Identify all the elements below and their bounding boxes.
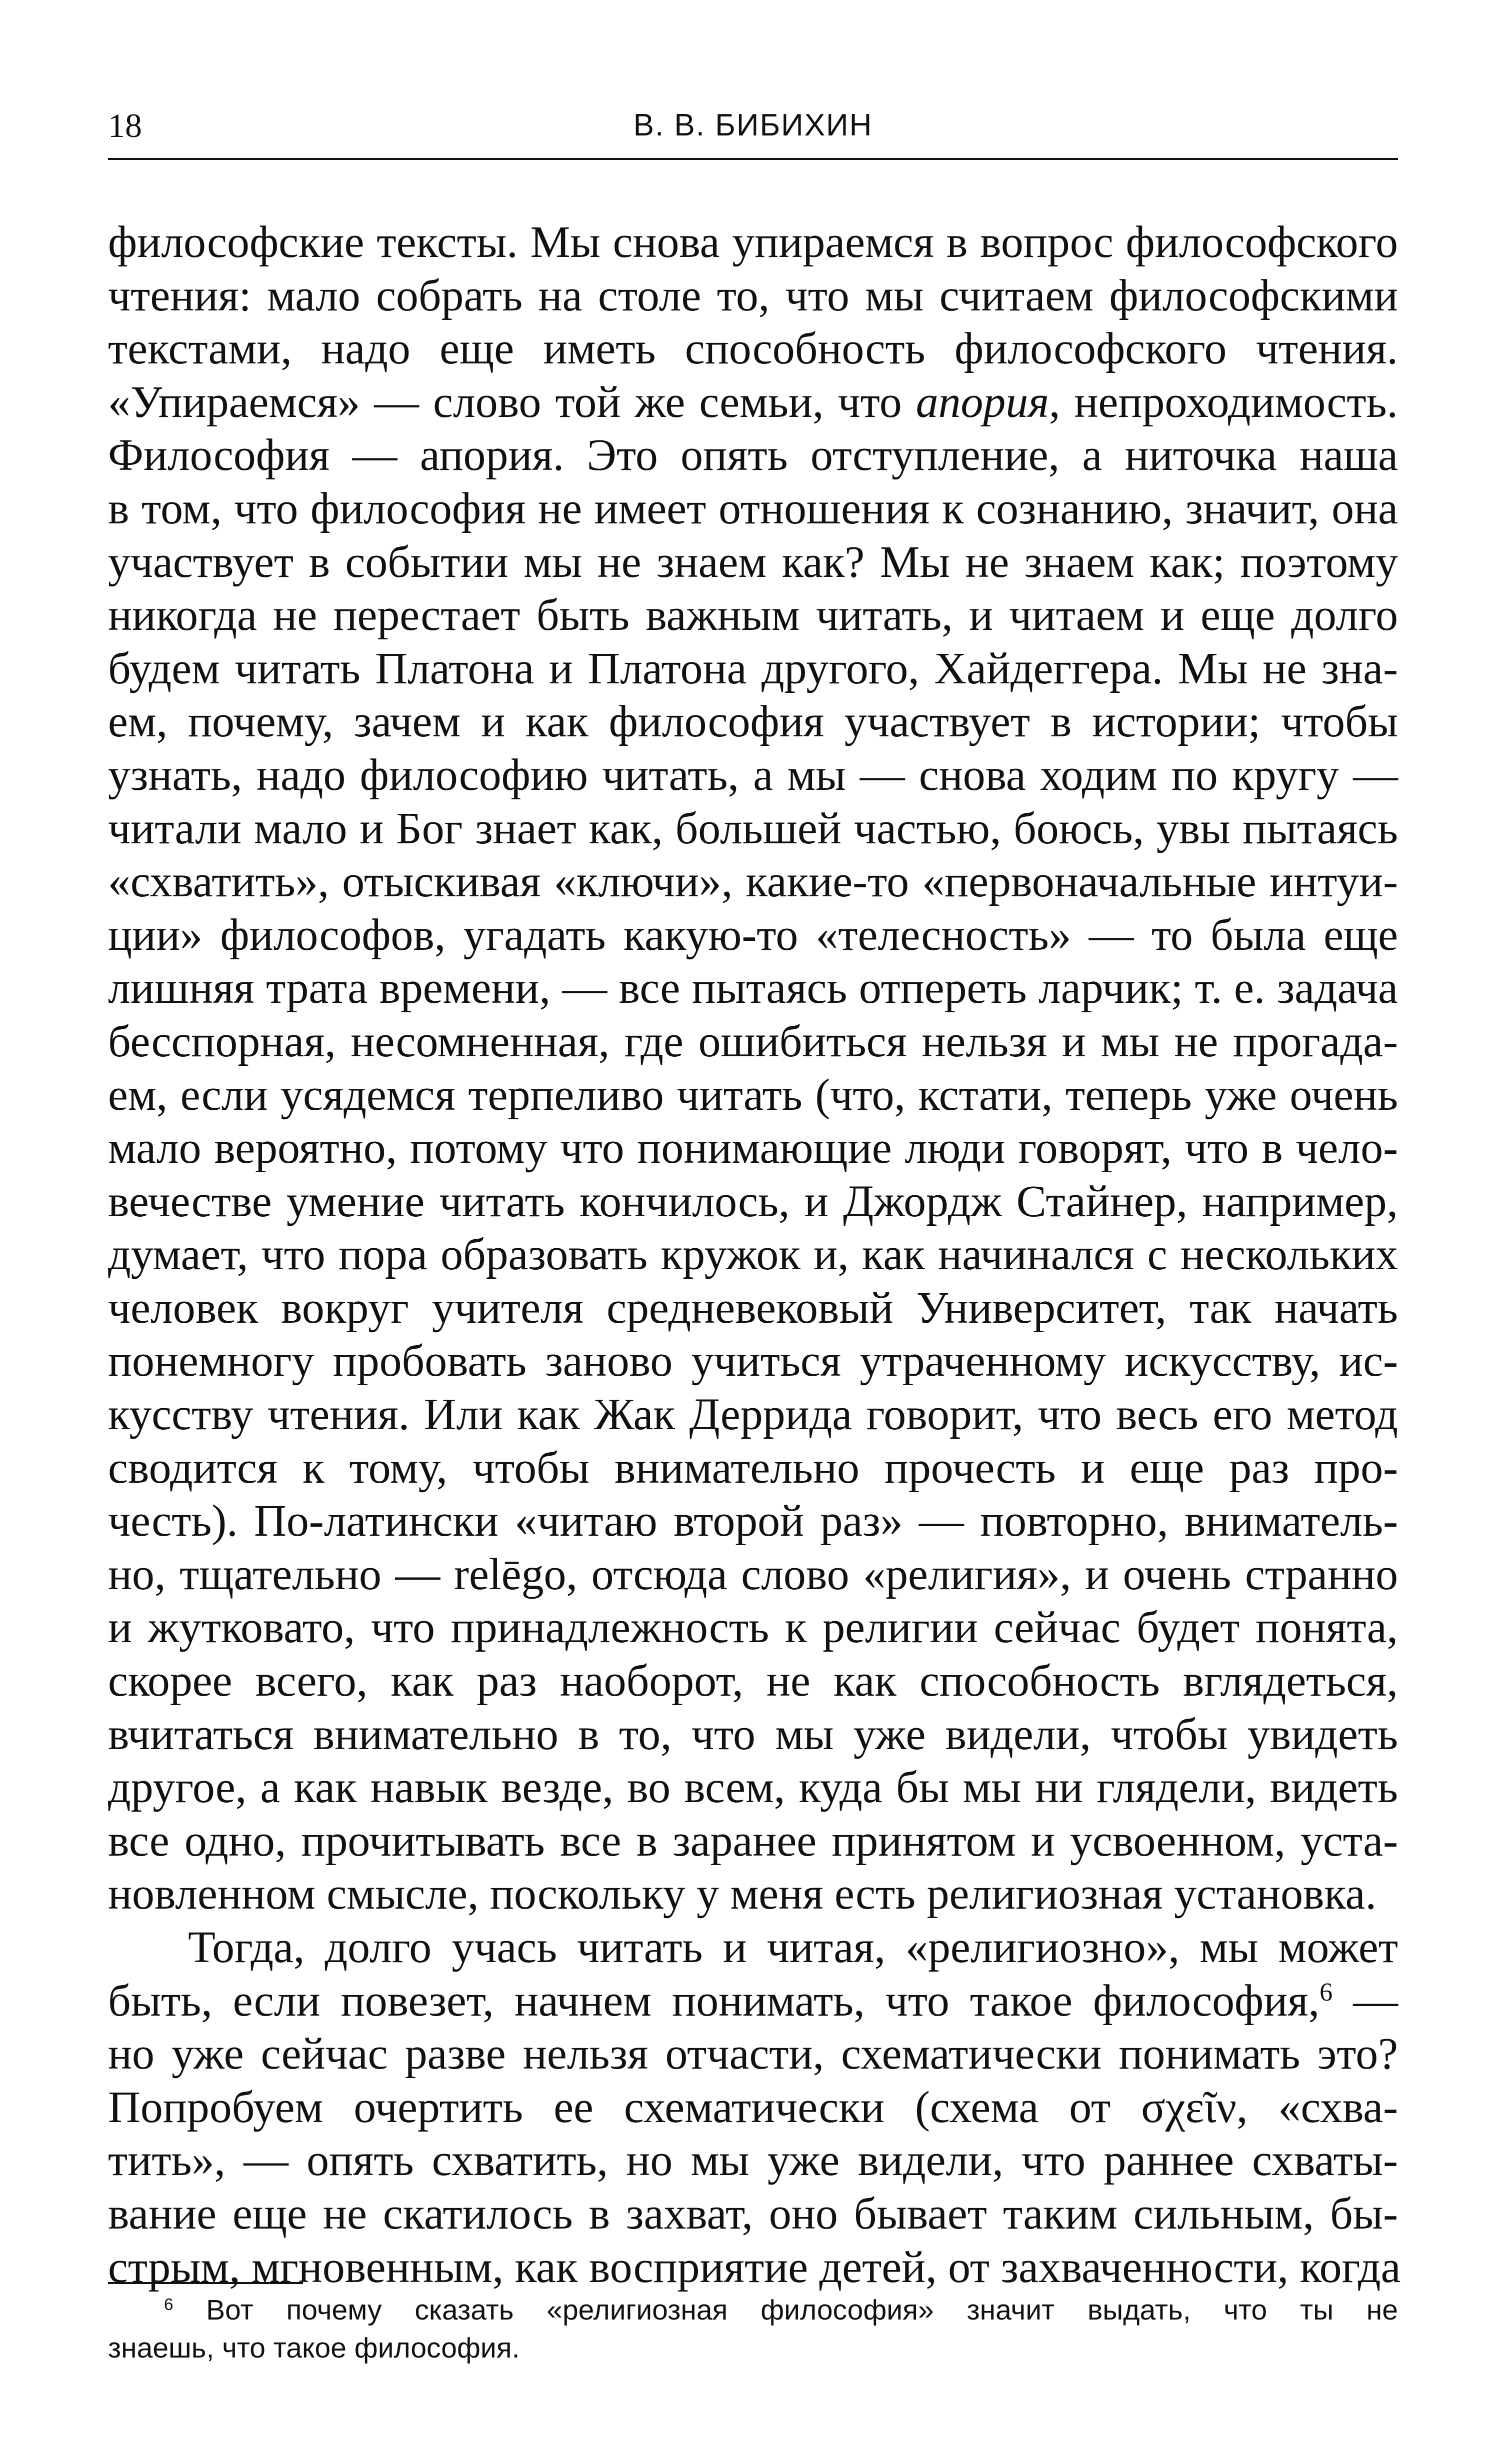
text-line: понемногу пробовать заново учиться утраченному искусству, ис- xyxy=(108,1336,1398,1386)
footnote xyxy=(108,2291,1398,2367)
text-line: новленном смысле, поскольку у меня есть религиозная установка. xyxy=(108,1869,1376,1919)
text-fragment: быть, если повезет, начнем понимать, что такое философия, xyxy=(108,1976,1320,2026)
text-line: Тогда, долго учась читать и читая, «религиозно», мы может xyxy=(188,1923,1398,1972)
text-line: читали мало и Бог знает как, большей частью, боюсь, увы пытаясь xyxy=(108,803,1398,853)
text-line: чтения: мало собрать на столе то, что мы считаем философскими xyxy=(108,270,1398,320)
text-fragment: — xyxy=(1332,1976,1398,2026)
text-line: и жутковато, что принадлежность к религии сейчас будет понята, xyxy=(108,1603,1398,1653)
text-line: человек вокруг учителя средневековый Университет, так начать xyxy=(108,1283,1398,1333)
text-line xyxy=(108,1975,1398,2028)
text-line: но уже сейчас разве нельзя отчасти, схематически понимать это? xyxy=(108,2029,1398,2079)
text-line: сводится к тому, чтобы внимательно прочесть и еще раз про- xyxy=(108,1443,1398,1493)
text-line: стрым, мгновенным, как восприятие детей, от захваченности, когда xyxy=(108,2242,1401,2292)
page-header xyxy=(108,103,1398,160)
text-line: ем, если усядемся терпеливо читать (что, кстати, теперь уже очень xyxy=(108,1070,1398,1120)
footnote-divider xyxy=(108,2282,303,2284)
text-line xyxy=(108,376,1398,429)
text-line: вчитаться внимательно в то, что мы уже видели, чтобы увидеть xyxy=(108,1709,1398,1759)
text-line: вечестве умение читать кончилось, и Джордж Стайнер, например, xyxy=(108,1176,1398,1226)
text-line: кусству чтения. Или как Жак Деррида говорит, что весь его метод xyxy=(108,1390,1398,1440)
text-line: бесспорная, несомненная, где ошибиться нельзя и мы не прогада- xyxy=(108,1016,1398,1066)
text-line: другое, а как навык везде, во всем, куда бы мы ни глядели, видеть xyxy=(108,1763,1398,1813)
text-line: тить», — опять схватить, но мы уже видели, что раннее схваты- xyxy=(108,2136,1398,2186)
text-line: мало вероятно, потому что понимающие люди говорят, что в чело- xyxy=(108,1123,1398,1173)
text-line: вание еще не скатилось в захват, оно бывает таким сильным, бы- xyxy=(108,2189,1398,2239)
footnote-reference[interactable]: 6 xyxy=(1320,1978,1333,2007)
text-line: в том, что философия не имеет отношения к сознанию, значит, она xyxy=(108,483,1398,533)
text-line: будем читать Платона и Платона другого, Хайдеггера. Мы не зна- xyxy=(108,643,1398,693)
footnote-line: знаешь, что такое философия. xyxy=(108,2332,520,2364)
text-line: участвует в событии мы не знаем как? Мы не знаем как; поэтому xyxy=(108,537,1398,587)
text-fragment: , непроходимость. xyxy=(1048,377,1398,427)
text-line: Философия — апория. Это опять отступление, а ниточка наша xyxy=(108,430,1398,480)
text-line: ем, почему, зачем и как философия участвует в истории; чтобы xyxy=(108,697,1398,747)
footnote-marker: 6 xyxy=(164,2295,174,2314)
text-line: узнать, надо философию читать, а мы — снова ходим по кругу — xyxy=(108,750,1398,800)
text-line: но, тщательно — relēgo, отсюда слово «религия», и очень странно xyxy=(108,1549,1398,1599)
text-line: честь). По-латински «читаю второй раз» — повторно, вниматель- xyxy=(108,1496,1398,1546)
text-fragment: «Упираемся» — слово той же семьи, что xyxy=(108,377,916,427)
main-text xyxy=(108,216,1401,2294)
page-number: 18 xyxy=(108,106,142,144)
text-line: текстами, надо еще иметь способность философского чтения. xyxy=(108,324,1398,374)
text-line: «схватить», отыскивая «ключи», какие-то «первоначальные интуи- xyxy=(108,857,1398,907)
footnote-line xyxy=(108,2291,1398,2329)
italic-term: апория xyxy=(916,377,1049,427)
text-line: ции» философов, угадать какую-то «телесность» — то была еще xyxy=(108,910,1398,960)
text-line: философские тексты. Мы снова упираемся в вопрос философского xyxy=(108,217,1398,267)
text-line: думает, что пора образовать кружок и, как начинался с нескольких xyxy=(108,1230,1398,1280)
text-line: никогда не перестает быть важным читать, и читаем и еще долго xyxy=(108,590,1398,640)
footnote-text: Вот почему сказать «религиозная философия» значит выдать, что ты не xyxy=(173,2294,1398,2326)
running-head: В. В. БИБИХИН xyxy=(633,108,873,142)
text-line: Попробуем очертить ее схематически (схема от σχεῖν, «схва- xyxy=(108,2082,1398,2132)
text-line: скорее всего, как раз наоборот, не как способность вглядеться, xyxy=(108,1656,1398,1706)
text-line: все одно, прочитывать все в заранее принятом и усвоенном, уста- xyxy=(108,1816,1398,1866)
text-line: лишняя трата времени, — все пытаясь отпереть ларчик; т. е. задача xyxy=(108,963,1398,1013)
